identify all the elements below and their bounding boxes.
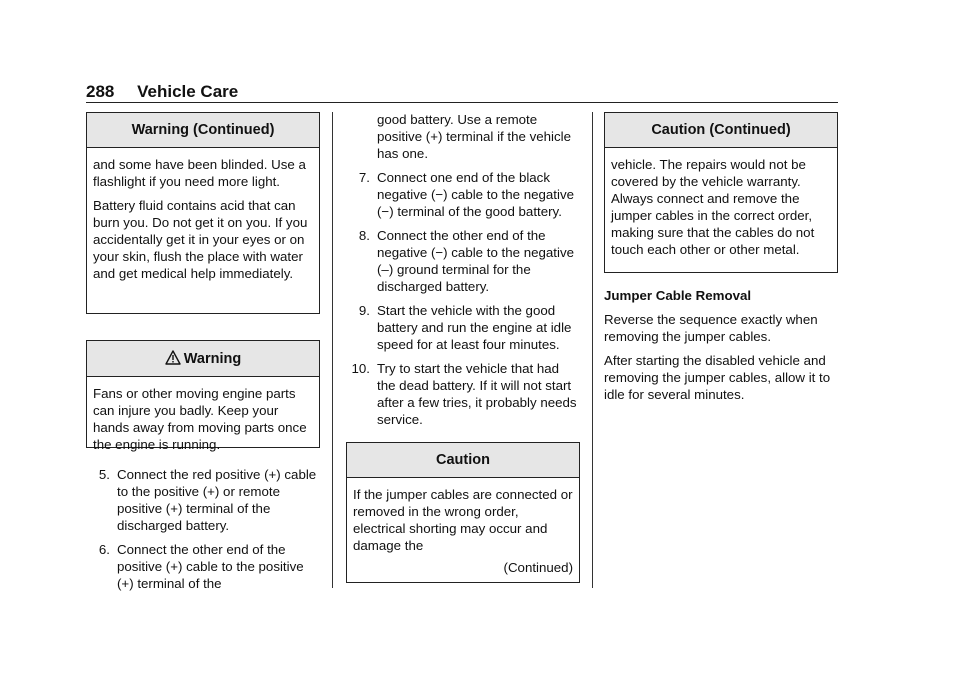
body-paragraph: After starting the disabled vehicle and removing the jumper cables, allow it to idle for several minutes. — [604, 353, 831, 402]
warning-title-text: Warning — [183, 351, 242, 367]
caution-continued-paragraph: vehicle. The repairs would not be covered by the vehicle warranty. Always connect and remove the jumper cables in the correct order, making sure that the cables do not touch each other or other metal. — [611, 157, 815, 257]
step-number: 9. — [358, 303, 370, 318]
warning-continued-paragraph: Battery fluid contains acid that can burn you. Do not get it on you. If you accidentally get it in your eyes or on your skin, flush the place with water and get medical help immediately. — [93, 198, 308, 281]
column-divider-1 — [332, 112, 333, 588]
warning-body — [87, 377, 319, 461]
section-title: Vehicle Care — [137, 82, 239, 101]
step-text: Start the vehicle with the good battery and run the engine at idle speed for at least four minutes. — [377, 303, 572, 352]
step-number: 7. — [358, 170, 370, 185]
caution-continued-title: Caution (Continued) — [605, 113, 837, 148]
caution-box — [346, 442, 580, 583]
subheading: Jumper Cable Removal — [604, 288, 752, 303]
step-text: Try to start the vehicle that had the dead battery. If it will not start after a few tries, it probably needs service. — [377, 361, 577, 427]
header-rule — [86, 102, 838, 103]
body-paragraph: Reverse the sequence exactly when removing the jumper cables. — [604, 312, 818, 344]
warning-continued-body — [87, 148, 319, 290]
step-number: 6. — [98, 542, 110, 557]
step-item — [346, 302, 580, 353]
steps-list-2 — [346, 169, 580, 428]
warning-paragraph: Fans or other moving engine parts can injure you badly. Keep your hands away from moving parts once the engine is running. — [93, 386, 307, 452]
caution-title: Caution — [347, 443, 579, 478]
warning-continued-title: Warning (Continued) — [87, 113, 319, 148]
continued-label: (Continued) — [503, 560, 573, 575]
step-text: Connect the other end of the negative (−) cable to the negative (–) ground terminal for the discharged battery. — [377, 228, 574, 294]
page-header — [86, 82, 238, 102]
step-continuation: good battery. Use a remote positive (+) terminal if the vehicle has one. — [377, 112, 571, 161]
caution-body — [347, 478, 579, 582]
warning-title — [87, 341, 319, 377]
step-item — [86, 466, 320, 534]
step-number: 8. — [358, 228, 370, 243]
warning-continued-paragraph: and some have been blinded. Use a flashlight if you need more light. — [93, 157, 306, 189]
warning-box — [86, 340, 320, 452]
step-item — [86, 541, 320, 592]
column-1 — [86, 112, 320, 599]
page-number: 288 — [86, 82, 115, 101]
step-item — [346, 227, 580, 295]
caution-paragraph: If the jumper cables are connected or removed in the wrong order, electrical shorting may occur and damage the — [353, 487, 573, 553]
caution-continued-body — [605, 148, 837, 266]
step-text: Connect one end of the black negative (−) cable to the negative (−) terminal of the good battery. — [377, 170, 574, 219]
column-divider-2 — [592, 112, 593, 588]
step-item — [346, 360, 580, 428]
step-item — [346, 169, 580, 220]
column-3 — [604, 112, 838, 410]
caution-continued-box — [604, 112, 838, 273]
step-text: Connect the red positive (+) cable to the positive (+) or remote positive (+) terminal of the discharged battery. — [117, 467, 317, 533]
column-2 — [346, 111, 580, 583]
warning-continued-box — [86, 112, 320, 314]
steps-list-1 — [86, 466, 320, 592]
step-number: 10. — [351, 361, 370, 376]
step-number: 5. — [98, 467, 110, 482]
step-text: Connect the other end of the positive (+) cable to the positive (+) terminal of the — [117, 542, 304, 591]
warning-triangle-icon — [165, 350, 181, 365]
